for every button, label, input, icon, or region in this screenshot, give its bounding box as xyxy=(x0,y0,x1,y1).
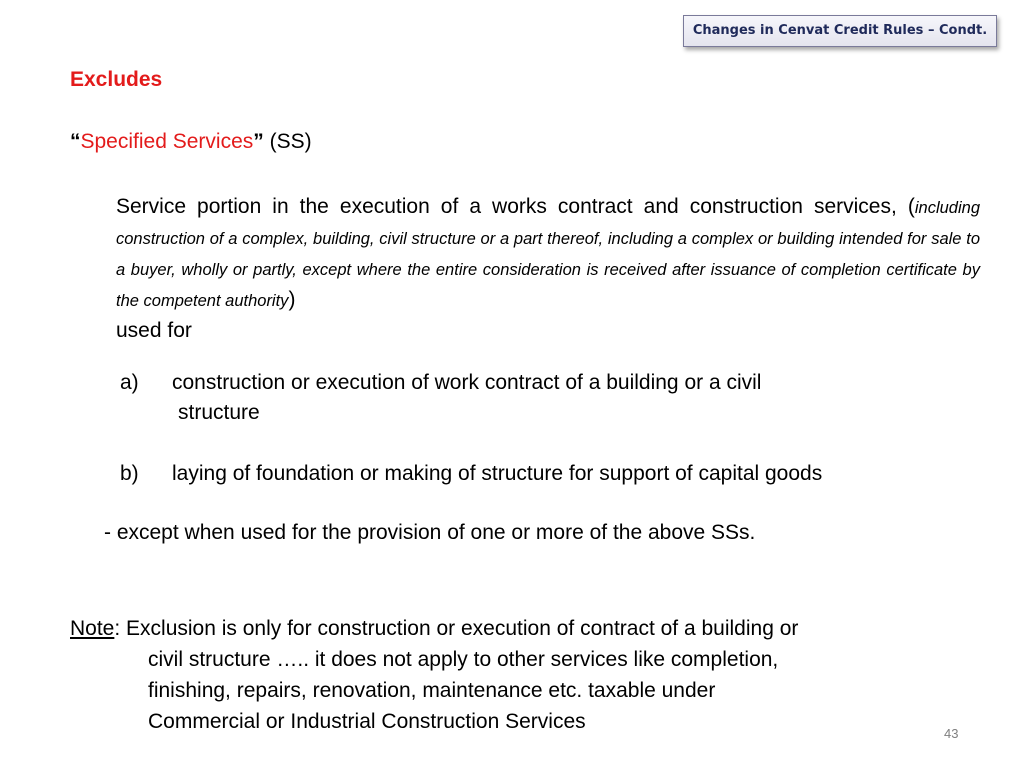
note-label: Note xyxy=(70,617,115,640)
list-item-continuation: structure xyxy=(178,401,260,424)
note-line-1: Exclusion is only for construction or execution of contract of a building or xyxy=(126,617,799,640)
paragraph-lead: Service portion in the execution of a works contract and construction services, ( xyxy=(116,195,915,218)
paragraph-close-paren: ) xyxy=(288,288,296,311)
excludes-heading: Excludes xyxy=(70,68,163,91)
list-item xyxy=(120,459,822,489)
note-line-2: civil structure ….. it does not apply to other services like completion, xyxy=(148,648,779,671)
note-colon: : xyxy=(114,617,127,640)
page-number: 43 xyxy=(944,726,959,741)
list-item-text: construction or execution of work contract of a building or a civil xyxy=(172,371,762,394)
close-quote: ” xyxy=(253,130,264,153)
list-item-text: laying of foundation or making of structure for support of capital goods xyxy=(172,462,823,485)
except-clause: - except when used for the provision of one or more of the above SSs. xyxy=(104,521,756,544)
list-item xyxy=(120,368,761,428)
used-for-text: used for xyxy=(116,319,192,342)
open-quote: “ xyxy=(70,130,81,153)
list-marker: b) xyxy=(120,462,139,485)
list-marker: a) xyxy=(120,371,139,394)
specified-services-line xyxy=(70,130,312,154)
paragraph-italic-note: including construction of a complex, building, civil structure or a part thereof, including a complex or building intended for sale to a buyer, wholly or partly, except where the entire consideration is received after issuance of completion certificate by the competent authority xyxy=(116,199,980,310)
specified-services-term: Specified Services xyxy=(80,130,254,153)
note-block xyxy=(70,613,990,737)
slide-title: Changes in Cenvat Credit Rules – Condt. xyxy=(683,15,997,47)
service-portion-paragraph xyxy=(116,191,980,346)
note-line-3: finishing, repairs, renovation, maintenance etc. taxable under xyxy=(148,679,716,702)
ss-abbreviation: (SS) xyxy=(269,130,312,153)
note-line-4: Commercial or Industrial Construction Services xyxy=(148,710,586,733)
